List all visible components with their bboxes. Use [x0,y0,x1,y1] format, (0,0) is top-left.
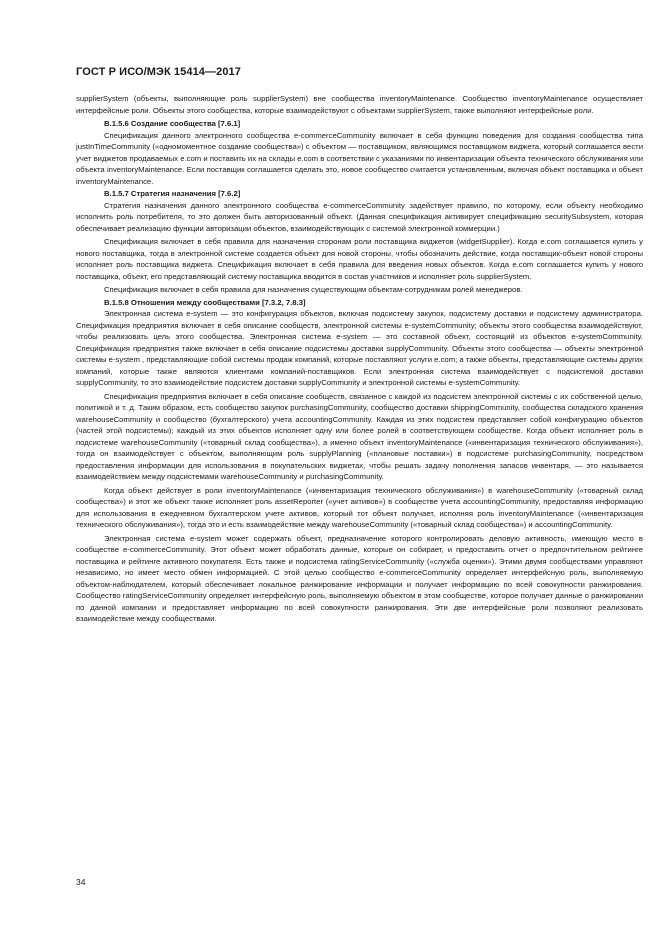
paragraph: Когда объект действует в роли inventoryMaintenance («инвентаризация технического обслуживания») в warehouseCommunity («товарный склад сообщества») и этот же объект также исполняет роль assetReporter («учет активов») в сообществе учета accountingCommunity, предоставляя информацию для использования в ежедневном бухгалтерском учете активов, который тот объект получает, исполняя роль inventoryMaintenance («инвентаризация технического обслуживания»), тогда это и есть взаимодействие между warehouseCommunity («товарный склад сообщества») и accountingCommunity. [76,485,643,529]
document-header: ГОСТ Р ИСО/МЭК 15414—2017 [76,66,241,78]
section-heading: B.1.5.6 Создание сообщества [7.6.1] [104,119,241,128]
paragraph: Спецификация данного электронного сообщества e-commerceCommunity включает в себя функцию поведения для создания сообщества типа justInTimeCommunity («одномоментное создание сообщества») с объектом — поставщиком, являющимся поставщиком виджета, который соглашается вести учет виджетов продаваемых e.com и поставить их на склады e.com в соответствии с указаниями по инвентаризации объекта технического обслуживания или объекта inventoryMaintenance. Если поставщик соглашается сделать это, новое сообщество считается установленным, включая объект поставщика и объект inventoryMaintenance. [76,130,643,186]
paragraph: Электронная система e-system — это конфигурация объектов, включая подсистему закупок, подсистему доставки и подсистему администратора. Спецификация предприятия включает в себя описание сообществ, электронной системы e-systemCommunity; объекты этого сообщества взаимодействуют, чтобы реализовать цель этого сообщества. Электронная система e-system — это составной объект, состоящий из объектов e-systemCommunity. Спецификация предприятия также включает в себя описание подсистемы доставки supplyCommunity. Объекты этого сообщества — объекты электронной системы e-system , представляющие собой системы продаж компаний, которые поставляют услуги e.com; а также объекты, представляющие системы других компаний, которые также являются клиентами компаний-поставщиков. Если электронная система взаимодействует с подсистемой доставки supplyCommunity, то это взаимодействие подсистем доставки supplyCommunity и электронной системы e-systemCommunity. [76,309,643,387]
section-heading: B.1.5.7 Стратегия назначения [7.6.2] [104,189,241,198]
paragraph: supplierSystem (объекты, выполняющие роль supplierSystem) вне сообщества inventoryMaintenance. Сообщество inventoryMaintenance осуществляет интерфейсные роли. Объекты этого сообщества, которые взаимодействуют с объектами supplierSystem, также выполняют интерфейсные роли. [76,94,643,115]
document-body [76,93,643,625]
paragraph: Стратегия назначения данного электронного сообщества e-commerceCommunity задействует правило, по которому, если объекту необходимо исполнить роль потребителя, то это должен быть авторизованный объект. (Данная спецификация активирует спецификацию securitySubsystem, которая обеспечивает реализацию функции авторизации объектов, взаимодействующих с системой электронной коммерции.) [76,200,643,233]
paragraph: Спецификация включает в себя правила для назначения существующим объектам-сотрудникам ролей менеджеров. [104,285,523,294]
page-number: 34 [76,877,86,887]
paragraph: Электронная система e-system может содержать объект, предназначение которого контролировать деловую активность, имеющую место в сообществе e-commerceCommunity. Этот объект может обработать данные, которые он собирает, и предоставить отчет о предпочтительном рейтинге поставщика и рейтинге активного покупателя. Есть также и подсистема ratingServiceCommunity («служба оценки»). Этими двумя сообществами управляют независимо, но имеет место обмен информацией. С этой целью сообщество e-commerceCommunity определяет интерфейсную роль, выполняемую объектом-наблюдателем, который обеспечивает локальное ранжирование информации и получает информацию по всей совокупности ранжирования. Сообщество ratingServiceCommunity определяет интерфейсную роль, выполняемую объектом в этом сообществе, которое получает данные о ранжировании по данной компании и предоставляет информацию по всей совокупности ранжирования. Эти две интерфейсные роли позволяют реализовать взаимодействие между сообществами. [76,533,643,623]
paragraph: Спецификация включает в себя правила для назначения сторонам роли поставщика виджетов (widgetSupplier). Когда e.com соглашается купить у нового поставщика, тогда в электронной системе создается объект для новой стороны, чтобы обозначить действие, когда поставщик-объект новой стороны исполняет роль поставщика виджета. Спецификация включает в себя правила для введения новых объектов. Когда e.com соглашается купить у нового поставщика, объект, его представляющий систему поставщика вводится в состав участников и исполняет роль supplierSystem. [76,237,643,281]
paragraph: Спецификация предприятия включает в себя описание сообществ, связанное с каждой из подсистем электронной системы с их собственной целью, политикой и т. д. Таким образом, есть сообщество закупок purchasingCommunity, сообщество доставки shippingCommunity, сообщества складского хранения warehouseCommunity и сообщество (бухгалтерского) учета accountingCommunity. Каждая из этих подсистем представляет собой конфигурацию объектов (частей этой подсистемы); каждый из этих объектов исполняет одну или более ролей в соответствующем сообществе. Когда объект исполняет роль в подсистеме warehouseCommunity («товарный склад сообщества»), а именно объект inventoryMaintenance («инвентаризация технического обслуживания»), тогда он взаимодействует с объектом, выполняющим роль supplyPlanning («плановые поставки») в подсистеме purchasingCommunity, посредством предоставления информации для использования в покупательских виджетах, чтобы решать задачу пополнения запасов инвентаря, — это называется взаимодействием между подсистемами warehouseCommunity и purchasingCommunity. [76,391,643,481]
section-heading: B.1.5.8 Отношения между сообществами [7.3.2, 7.8.3] [104,297,306,307]
